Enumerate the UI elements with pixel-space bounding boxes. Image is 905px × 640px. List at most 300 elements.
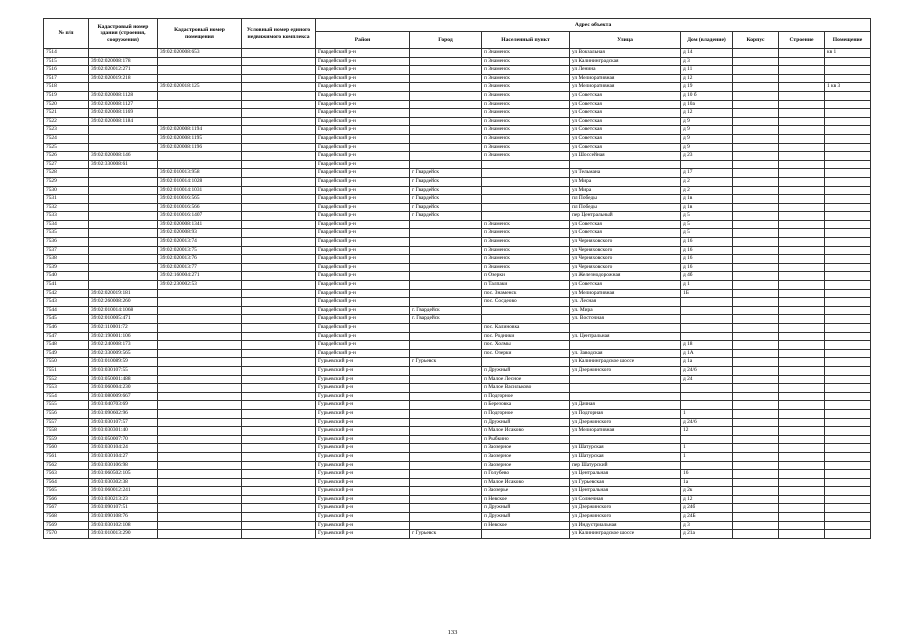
cell-korpus: [733, 409, 779, 418]
cell-num: 7519: [44, 91, 89, 100]
cell-num: 7520: [44, 100, 89, 109]
cell-cad-premises: [158, 409, 242, 418]
table-row: [44, 470, 871, 479]
cell-cad-building: 39:02:020012:271: [89, 66, 158, 75]
cell-korpus: [733, 461, 779, 470]
cell-cad-premises: 39:02:020013:75: [158, 246, 242, 255]
cell-city: [410, 246, 482, 255]
cell-korpus: [733, 366, 779, 375]
cell-street: ул Черняховского: [570, 263, 681, 272]
cell-settlement: п Заозерное: [482, 444, 570, 453]
cell-cad-building: 39:02:330009:565: [89, 349, 158, 358]
cell-conditional: [242, 238, 316, 247]
cell-conditional: [242, 392, 316, 401]
cell-district: Гвардейский р-н: [316, 289, 410, 298]
cell-street: ул Вокзальная: [570, 49, 681, 58]
table-row: [44, 452, 871, 461]
cell-building: [779, 220, 825, 229]
cell-settlement: [482, 306, 570, 315]
cell-cad-premises: [158, 349, 242, 358]
cell-conditional: [242, 160, 316, 169]
cell-settlement: п Знаменск: [482, 117, 570, 126]
cell-district: Гвардейский р-н: [316, 229, 410, 238]
cell-num: 7543: [44, 298, 89, 307]
cell-building: [779, 238, 825, 247]
cell-building: [779, 470, 825, 479]
cell-city: [410, 504, 482, 513]
cell-street: [570, 392, 681, 401]
cell-room: [825, 195, 871, 204]
cell-settlement: п Дружный: [482, 366, 570, 375]
cell-district: Гвардейский р-н: [316, 272, 410, 281]
cell-cad-premises: [158, 478, 242, 487]
cell-house: д 19: [681, 83, 733, 92]
cell-cad-building: [89, 246, 158, 255]
cell-cad-building: 39:02:020008:1127: [89, 100, 158, 109]
cell-building: [779, 366, 825, 375]
cell-room: [825, 401, 871, 410]
cell-settlement: п Дружный: [482, 504, 570, 513]
cell-street: ул Советская: [570, 117, 681, 126]
cell-house: д 2: [681, 177, 733, 186]
cell-house: д 12: [681, 109, 733, 118]
cell-city: [410, 109, 482, 118]
cell-street: ул Советская: [570, 134, 681, 143]
cell-building: [779, 495, 825, 504]
table-row: [44, 83, 871, 92]
table-body: [44, 49, 871, 539]
cell-cad-premises: [158, 487, 242, 496]
cell-settlement: [482, 212, 570, 221]
cell-settlement: п Рыбкино: [482, 435, 570, 444]
cell-building: [779, 177, 825, 186]
cell-cad-building: 39:03:030107:57: [89, 418, 158, 427]
cell-building: [779, 109, 825, 118]
cell-building: [779, 358, 825, 367]
cell-house: 12: [681, 427, 733, 436]
cell-num: 7540: [44, 272, 89, 281]
cell-korpus: [733, 392, 779, 401]
cell-korpus: [733, 427, 779, 436]
cell-cad-premises: [158, 366, 242, 375]
cell-settlement: п Подгорное: [482, 409, 570, 418]
cell-num: 7532: [44, 203, 89, 212]
cell-building: [779, 263, 825, 272]
cell-num: 7549: [44, 349, 89, 358]
cell-korpus: [733, 435, 779, 444]
cell-conditional: [242, 246, 316, 255]
cell-num: 7557: [44, 418, 89, 427]
cell-room: [825, 203, 871, 212]
cell-street: ул Гурьевская: [570, 478, 681, 487]
header-korpus: Корпус: [733, 32, 779, 49]
cell-house: д 9: [681, 143, 733, 152]
cell-cad-premises: [158, 418, 242, 427]
cell-num: 7538: [44, 255, 89, 264]
cell-house: д 16: [681, 263, 733, 272]
cell-street: ул Мелиоративная: [570, 74, 681, 83]
cell-num: 7567: [44, 504, 89, 513]
cell-korpus: [733, 57, 779, 66]
table-row: [44, 315, 871, 324]
cell-house: 16: [681, 470, 733, 479]
cell-cad-premises: 39:02:020008:93: [158, 229, 242, 238]
cell-cad-building: 39:03:050007:70: [89, 435, 158, 444]
cell-cad-building: [89, 143, 158, 152]
cell-conditional: [242, 461, 316, 470]
cell-cad-building: 39:03:030104:27: [89, 452, 158, 461]
table-row: [44, 358, 871, 367]
cell-num: 7554: [44, 392, 89, 401]
cell-street: ул Центральная: [570, 487, 681, 496]
cell-room: [825, 452, 871, 461]
cell-street: ул Мелиоративная: [570, 289, 681, 298]
cell-street: ул Мелиоративная: [570, 427, 681, 436]
cell-korpus: [733, 358, 779, 367]
cell-room: [825, 220, 871, 229]
cell-city: [410, 117, 482, 126]
cell-cad-premises: 39:02:020008:1196: [158, 143, 242, 152]
cell-district: Гвардейский р-н: [316, 100, 410, 109]
cell-house: д 10 б: [681, 91, 733, 100]
cell-room: [825, 461, 871, 470]
table-row: [44, 418, 871, 427]
cell-num: 7523: [44, 126, 89, 135]
cell-cad-building: [89, 169, 158, 178]
cell-conditional: [242, 366, 316, 375]
cell-street: ул Советская: [570, 126, 681, 135]
cell-korpus: [733, 91, 779, 100]
cell-district: Гвардейский р-н: [316, 298, 410, 307]
cell-room: [825, 169, 871, 178]
cell-street: ул. Восточная: [570, 315, 681, 324]
cell-korpus: [733, 229, 779, 238]
cell-city: [410, 366, 482, 375]
table-row: [44, 530, 871, 539]
cell-cad-premises: 39:02:160004:271: [158, 272, 242, 281]
cell-district: Гурьевский р-н: [316, 384, 410, 393]
cell-city: [410, 521, 482, 530]
cell-house: д 24/6: [681, 366, 733, 375]
cell-cad-building: 39:02:020008:178: [89, 57, 158, 66]
cell-settlement: п Знаменск: [482, 238, 570, 247]
table-row: [44, 152, 871, 161]
cell-settlement: п Малое Лесное: [482, 375, 570, 384]
cell-cad-premises: [158, 117, 242, 126]
cell-district: Гурьевский р-н: [316, 435, 410, 444]
cell-house: д 3: [681, 521, 733, 530]
cell-room: [825, 109, 871, 118]
cell-conditional: [242, 169, 316, 178]
cell-street: ул Советская: [570, 220, 681, 229]
cell-street: ул Шатурская: [570, 444, 681, 453]
header-conditional-number: Условный номер единого недвижимого комплекса: [242, 19, 316, 49]
cell-cad-building: 39:02:020019:181: [89, 289, 158, 298]
cell-conditional: [242, 66, 316, 75]
table-row: [44, 366, 871, 375]
cell-cad-building: 39:03:060012:241: [89, 487, 158, 496]
cell-street: [570, 341, 681, 350]
cell-cad-premises: [158, 109, 242, 118]
cell-conditional: [242, 409, 316, 418]
cell-district: Гурьевский р-н: [316, 530, 410, 539]
cell-korpus: [733, 289, 779, 298]
cell-room: [825, 281, 871, 290]
cell-num: 7518: [44, 83, 89, 92]
cell-room: [825, 470, 871, 479]
cell-street: ул Мелиоративная: [570, 83, 681, 92]
cell-city: г. Гвардейск: [410, 315, 482, 324]
cell-street: ул Советская: [570, 100, 681, 109]
cell-street: ул Калининградская: [570, 57, 681, 66]
cell-conditional: [242, 203, 316, 212]
cell-room: [825, 255, 871, 264]
cell-cad-building: [89, 195, 158, 204]
cell-settlement: п Озерки: [482, 272, 570, 281]
table-row: [44, 195, 871, 204]
cell-settlement: п Невское: [482, 521, 570, 530]
table-row: [44, 238, 871, 247]
cell-building: [779, 152, 825, 161]
cell-korpus: [733, 126, 779, 135]
cell-district: Гурьевский р-н: [316, 452, 410, 461]
cell-building: [779, 341, 825, 350]
cell-korpus: [733, 143, 779, 152]
cell-street: [570, 384, 681, 393]
cell-cad-premises: 39:02:020013:77: [158, 263, 242, 272]
cell-city: [410, 49, 482, 58]
cell-cad-premises: 39:02:020018:125: [158, 83, 242, 92]
cell-building: [779, 246, 825, 255]
cell-city: [410, 272, 482, 281]
cell-conditional: [242, 521, 316, 530]
cell-settlement: п Знаменск: [482, 152, 570, 161]
cell-korpus: [733, 117, 779, 126]
cell-conditional: [242, 255, 316, 264]
cell-settlement: п Малое Исаково: [482, 478, 570, 487]
cell-cad-premises: [158, 306, 242, 315]
table-row: [44, 169, 871, 178]
cell-cad-building: [89, 212, 158, 221]
cell-korpus: [733, 504, 779, 513]
table-row: [44, 427, 871, 436]
cell-num: 7539: [44, 263, 89, 272]
cell-district: Гвардейский р-н: [316, 349, 410, 358]
cell-cad-building: 39:02:020008:1169: [89, 109, 158, 118]
cell-settlement: [482, 186, 570, 195]
cell-street: ул. Центральная: [570, 332, 681, 341]
cell-city: [410, 513, 482, 522]
cell-korpus: [733, 452, 779, 461]
table-row: [44, 212, 871, 221]
cell-cad-premises: 39:02:010016:1407: [158, 212, 242, 221]
cell-street: ул Советская: [570, 281, 681, 290]
cell-cad-building: [89, 238, 158, 247]
cell-num: 7550: [44, 358, 89, 367]
cell-korpus: [733, 160, 779, 169]
cell-city: [410, 298, 482, 307]
cell-city: [410, 418, 482, 427]
cell-city: [410, 66, 482, 75]
cell-street: пер Центральный: [570, 212, 681, 221]
table-row: [44, 263, 871, 272]
header-street: Улица: [570, 32, 681, 49]
cell-korpus: [733, 478, 779, 487]
cell-cad-premises: [158, 74, 242, 83]
cell-cad-premises: [158, 341, 242, 350]
cell-conditional: [242, 306, 316, 315]
cell-cad-building: 39:02:010014:1068: [89, 306, 158, 315]
cell-city: г Гвардейск: [410, 169, 482, 178]
cell-settlement: п Знаменск: [482, 229, 570, 238]
cell-cad-premises: [158, 100, 242, 109]
cell-num: 7524: [44, 134, 89, 143]
cell-district: Гурьевский р-н: [316, 401, 410, 410]
cell-room: [825, 349, 871, 358]
cell-settlement: [482, 315, 570, 324]
cell-building: [779, 452, 825, 461]
cell-city: [410, 91, 482, 100]
cell-district: Гурьевский р-н: [316, 513, 410, 522]
cell-street: ул Железнодорожная: [570, 272, 681, 281]
cell-settlement: п Знаменск: [482, 83, 570, 92]
cell-settlement: пос. Знаменск: [482, 289, 570, 298]
cell-room: [825, 444, 871, 453]
cell-korpus: [733, 341, 779, 350]
cell-building: [779, 487, 825, 496]
table-row: [44, 513, 871, 522]
cell-cad-premises: [158, 401, 242, 410]
cell-korpus: [733, 134, 779, 143]
cell-house: 1Б: [681, 289, 733, 298]
cell-room: [825, 289, 871, 298]
cell-district: Гвардейский р-н: [316, 49, 410, 58]
cell-city: [410, 289, 482, 298]
cell-korpus: [733, 255, 779, 264]
cell-room: [825, 134, 871, 143]
table-row: [44, 229, 871, 238]
cell-room: [825, 341, 871, 350]
cell-street: ул Шатурская: [570, 452, 681, 461]
cell-settlement: п Заозерное: [482, 461, 570, 470]
cell-street: ул Солнечная: [570, 495, 681, 504]
cell-room: [825, 324, 871, 333]
table-row: [44, 126, 871, 135]
table-row: [44, 521, 871, 530]
cell-house: [681, 315, 733, 324]
table-row: [44, 220, 871, 229]
cell-cad-building: 39:03:010013:290: [89, 530, 158, 539]
cell-building: [779, 530, 825, 539]
cell-cad-building: [89, 263, 158, 272]
cell-room: [825, 272, 871, 281]
cell-conditional: [242, 444, 316, 453]
cell-conditional: [242, 341, 316, 350]
cell-conditional: [242, 263, 316, 272]
cell-settlement: п Березовка: [482, 401, 570, 410]
cell-num: 7529: [44, 177, 89, 186]
cell-conditional: [242, 212, 316, 221]
cell-building: [779, 212, 825, 221]
cell-building: [779, 143, 825, 152]
header-cad-premises: Кадастровый номер помещения: [158, 19, 242, 49]
cell-cad-building: 39:02:020008:146: [89, 152, 158, 161]
cell-city: [410, 281, 482, 290]
table-row: [44, 487, 871, 496]
table-row: [44, 341, 871, 350]
cell-conditional: [242, 315, 316, 324]
cell-korpus: [733, 177, 779, 186]
cell-num: 7521: [44, 109, 89, 118]
cell-building: [779, 289, 825, 298]
cell-cad-building: [89, 281, 158, 290]
cell-num: 7530: [44, 186, 89, 195]
cell-house: д 2: [681, 186, 733, 195]
cell-city: [410, 409, 482, 418]
cell-street: ул Калининградское шоссе: [570, 530, 681, 539]
cell-settlement: п Знаменск: [482, 109, 570, 118]
cell-city: [410, 401, 482, 410]
cell-settlement: пос. Родники: [482, 332, 570, 341]
cell-settlement: [482, 203, 570, 212]
cell-conditional: [242, 74, 316, 83]
cell-korpus: [733, 109, 779, 118]
cell-korpus: [733, 272, 779, 281]
table-row: [44, 504, 871, 513]
cell-city: [410, 452, 482, 461]
cell-conditional: [242, 281, 316, 290]
cell-cad-premises: 39:02:010014:1031: [158, 186, 242, 195]
table-row: [44, 478, 871, 487]
cell-num: 7545: [44, 315, 89, 324]
cell-district: Гвардейский р-н: [316, 203, 410, 212]
cell-korpus: [733, 315, 779, 324]
cell-korpus: [733, 83, 779, 92]
cell-city: [410, 435, 482, 444]
cell-house: 1: [681, 452, 733, 461]
cell-cad-building: 39:03:060004:230: [89, 384, 158, 393]
cell-city: [410, 444, 482, 453]
cell-room: [825, 91, 871, 100]
header-district: Район: [316, 32, 410, 49]
cell-conditional: [242, 470, 316, 479]
cell-conditional: [242, 83, 316, 92]
cell-district: Гвардейский р-н: [316, 281, 410, 290]
cell-room: [825, 186, 871, 195]
cell-street: ул Тельмана: [570, 169, 681, 178]
header-house: Дом (владение): [681, 32, 733, 49]
cell-conditional: [242, 487, 316, 496]
cell-num: 7536: [44, 238, 89, 247]
table-row: [44, 281, 871, 290]
cell-conditional: [242, 186, 316, 195]
cell-cad-premises: 39:02:010016:566: [158, 203, 242, 212]
cell-conditional: [242, 427, 316, 436]
cell-num: 7533: [44, 212, 89, 221]
cell-num: 7514: [44, 49, 89, 58]
cell-district: Гурьевский р-н: [316, 470, 410, 479]
cell-settlement: п Знаменск: [482, 126, 570, 135]
cell-house: д 23: [681, 152, 733, 161]
cell-cad-building: 39:02:260008:260: [89, 298, 158, 307]
cell-building: [779, 444, 825, 453]
cell-settlement: п Знаменск: [482, 246, 570, 255]
cell-conditional: [242, 435, 316, 444]
cell-num: 7553: [44, 384, 89, 393]
cell-cad-building: 39:03:030302:38: [89, 478, 158, 487]
cell-settlement: [482, 358, 570, 367]
cell-building: [779, 521, 825, 530]
